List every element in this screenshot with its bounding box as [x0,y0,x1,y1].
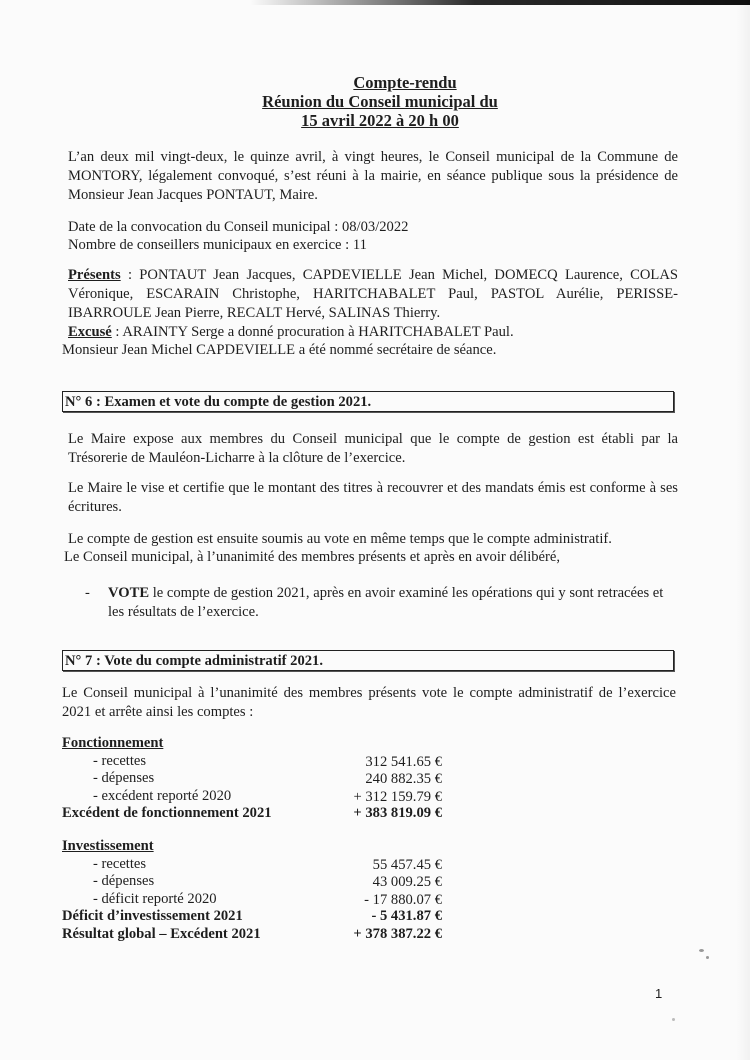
scan-speck [672,1018,675,1021]
present-members [68,266,678,323]
table-row: - déficit reporté 2020 - 17 880.07 € [93,890,442,908]
section-6-paragraph-3b: Le Conseil municipal, à l’unanimité des membres présents et après en avoir délibéré, [64,549,561,565]
scan-shadow-right [736,0,750,1060]
fonctionnement-total-row: Excédent de fonctionnement 2021 + 383 819.09 € [62,805,442,821]
document-title [0,73,750,130]
convocation-date: Date de la convocation du Conseil municipal : 08/03/2022 [68,219,409,235]
table-row: - dépenses 43 009.25 € [93,873,442,890]
scan-shadow-edge [250,0,750,5]
intro-paragraph: L’an deux mil vingt-deux, le quinze avril, à vingt heures, le Conseil municipal de la Commune de MONTORY, légalement convoqué, s’est réuni à la mairie, en séance publique sous la présidence de Monsieur Jean Jacques PONTAUT, Maire. [68,149,678,203]
section-7-paragraph: Le Conseil municipal à l’unanimité des membres présents vote le compte administratif de l’exercice 2021 et arrête ainsi les comptes : [62,685,676,720]
section-6-paragraph-1: Le Maire expose aux membres du Conseil municipal que le compte de gestion est établi par la Trésorerie de Mauléon-Licharre à la clôture de l’exercice. [68,431,678,466]
section-6-heading: N° 6 : Examen et vote du compte de gestion 2021. [62,391,674,412]
present-list: : PONTAUT Jean Jacques, CAPDEVIELLE Jean Michel, DOMECQ Laurence, COLAS Véronique, ESCARAIN Christophe, HARITCHABALET Paul, PASTOL Aurélie, PERISSE-IBARROULE Jean Pierre, RECALT Hervé, SALINAS Thierry. [68,267,678,321]
excused-text: : ARAINTY Serge a donné procuration à HARITCHABALET Paul. [111,324,514,340]
section-7-heading: N° 7 : Vote du compte administratif 2021. [62,650,674,671]
bullet-text: VOTE le compte de gestion 2021, après en avoir examiné les opérations qui y sont retracées et les résultats de l’exercice. [108,585,664,620]
councillors-count: Nombre de conseillers municipaux en exercice : 11 [68,237,367,253]
table-row: - recettes 55 457.45 € [93,855,442,873]
table-row: - excédent reporté 2020 + 312 159.79 € [93,787,442,805]
fonctionnement-table [62,735,442,823]
scan-speck [706,956,709,959]
page-number: 1 [655,986,663,1001]
title-line-2: Réunion du Conseil municipal du [262,92,498,111]
title-line-3: 15 avril 2022 à 20 h 00 [301,111,459,130]
secretary-note: Monsieur Jean Michel CAPDEVIELLE a été nommé secrétaire de séance. [62,342,497,358]
fonctionnement-header: Fonctionnement [62,735,164,751]
scan-speck [699,949,704,952]
present-label: Présents [68,267,121,283]
investissement-table [62,838,442,943]
excused-label: Excusé [68,324,112,340]
vote-keyword: VOTE [108,585,150,601]
table-row: - recettes 312 541.65 € [93,752,442,770]
investissement-header: Investissement [62,838,154,854]
section-6-paragraph-2: Le Maire le vise et certifie que le montant des titres à recouvrer et des mandats émis est conforme à ses écritures. [68,480,678,515]
title-line-1: Compte-rendu [353,73,457,92]
excused-members [68,323,678,342]
section-6-paragraph-3a: Le compte de gestion est ensuite soumis au vote en même temps que le compte administratif. [68,531,612,547]
investissement-total-row: Déficit d’investissement 2021 - 5 431.87 € [62,908,442,924]
global-result-row: Résultat global – Excédent 2021 + 378 387.22 € [62,925,442,942]
bullet-dash: - [85,585,90,601]
table-row: - dépenses 240 882.35 € [93,770,442,787]
